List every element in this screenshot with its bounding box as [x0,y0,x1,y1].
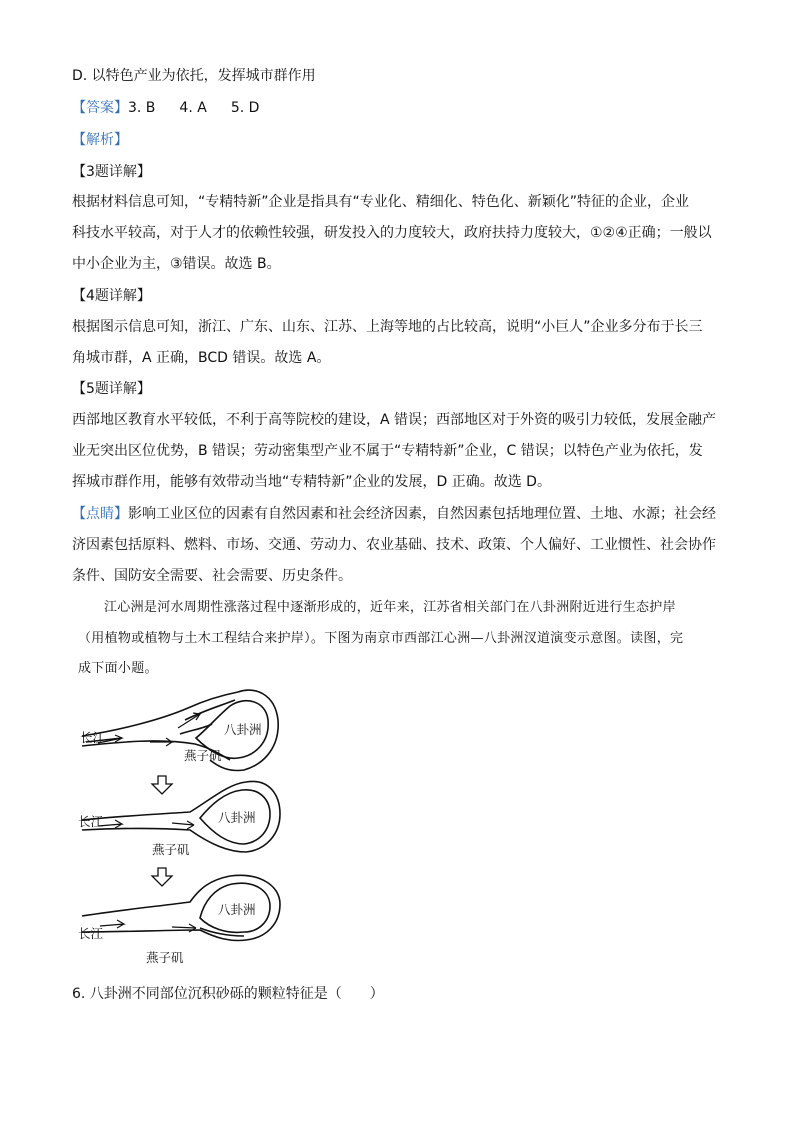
down-arrow-icon [152,776,172,794]
down-arrow-icon [152,868,172,886]
river-label-2: 长江 [78,814,104,829]
tip-line-2: 济因素包括原料、燃料、市场、交通、劳动力、农业基础、技术、政策、个人偏好、工业惯性、社会协作 [72,537,716,553]
q3-line-2: 科技水平较高，对于人才的依赖性较强，研发投入的力度较大，政府扶持力度较大，①②④正确；一般以 [72,225,712,241]
q4-title: 【4题详解】 [72,288,151,304]
question-6: 6. 八卦洲不同部位沉积砂砾的颗粒特征是（ ） [72,986,384,1002]
answer-3: 3. B [128,100,156,116]
q3-line-1: 根据材料信息可知，“专精特新”企业是指具有“专业化、精细化、特色化、新颖化”特征的企业，企业 [72,194,690,210]
tip-tag: 【点睛】 [72,506,128,522]
q5-line-1: 西部地区教育水平较低，不利于高等院校的建设，A 错误；西部地区对于外资的吸引力较低，发展金融产 [72,412,717,428]
q5-line-2: 业无突出区位优势，B 错误；劳动密集型产业不属于“专精特新”企业，C 错误；以特色产业为依托，发 [72,443,703,459]
river-label-1: 长江 [80,730,106,745]
answer-5: 5. D [230,100,260,116]
material-line-2: （用植物或植物与土木工程结合来护岸）。下图为南京市西部江心洲—八卦洲汊道演变示意图。读图，完 [78,631,684,646]
answer-line [72,98,259,118]
flow-arrow [100,920,124,928]
q5-line-3: 挥城市群作用，能够有效带动当地“专精特新”企业的发展，D 正确。故选 D。 [72,474,551,490]
place-label-2: 燕子矶 [152,842,190,857]
q3-line-3: 中小企业为主，③错误。故选 B。 [72,256,281,272]
island-label-1: 八卦洲 [224,722,262,737]
tip-text-1: 影响工业区位的因素有自然因素和社会经济因素，自然因素包括地理位置、土地、水源；社会经 [128,506,716,522]
river-label-3: 长江 [78,926,104,941]
tip-line-3: 条件、国防安全需要、社会需要、历史条件。 [72,568,352,584]
q5-title: 【5题详解】 [72,381,151,397]
answer-tag: 【答案】 [72,100,128,116]
option-d: D. 以特色产业为依托，发挥城市群作用 [72,68,316,84]
q3-title: 【3题详解】 [72,164,151,180]
q4-line-1: 根据图示信息可知，浙江、广东、山东、江苏、上海等地的占比较高，说明“小巨人”企业多分布于长三 [72,319,703,335]
island-label-3: 八卦洲 [218,902,256,917]
answer-4: 4. A [179,100,207,116]
place-label-3: 燕子矶 [146,950,184,965]
material-line-3: 成下面小题。 [78,661,158,676]
flow-arrow [172,821,194,829]
place-label-1: 燕子矶 [184,748,222,763]
material-line-1: 江心洲是河水周期性涨落过程中逐渐形成的，近年来，江苏省相关部门在八卦洲附近进行生态护岸 [104,600,676,615]
analysis-tag: 【解析】 [72,132,128,148]
q4-line-2: 角城市群，A 正确，BCD 错误。故选 A。 [72,350,331,366]
flow-arrow [150,738,172,746]
channel-evolution-diagram [60,680,320,970]
island-label-2: 八卦洲 [218,810,256,825]
tip-line-1 [72,504,716,524]
